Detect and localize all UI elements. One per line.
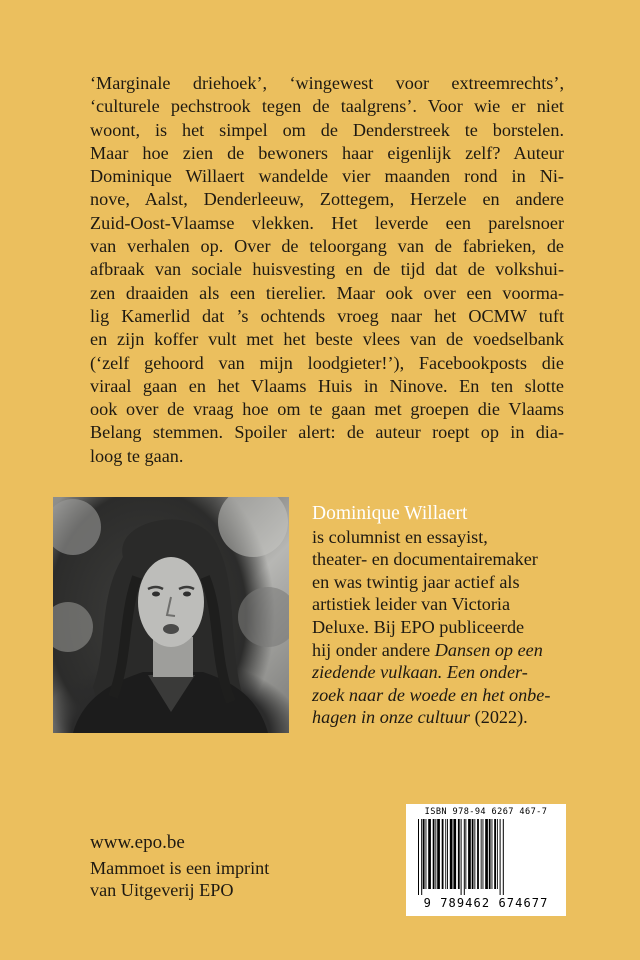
barcode-bar (423, 819, 425, 889)
bio-line: theater- en documentairemaker (312, 549, 538, 570)
barcode-bar (458, 819, 460, 889)
book-title: zoek naar de woede en het onbe- (312, 684, 551, 705)
barcode-bar (483, 819, 484, 889)
blurb-line: Zuid-Oost-Vlaamse vlekken. Het leverde een parelsnoer (90, 212, 564, 233)
publisher-info (90, 832, 269, 902)
barcode-bar (468, 819, 471, 889)
barcode-bar (437, 819, 440, 889)
author-bio (312, 503, 572, 729)
book-title: Dansen op een (434, 639, 543, 660)
barcode-guard-bar (503, 819, 504, 895)
publisher-website: www.epo.be (90, 832, 185, 853)
imprint-line: Mammoet is een imprint (90, 857, 270, 878)
barcode-bar (435, 819, 436, 889)
blurb-line: van verhalen op. Over de teloorgang van de fabrieken, de (90, 236, 564, 257)
barcode-bar (472, 819, 474, 889)
author-portrait (53, 497, 289, 733)
isbn-barcode (406, 804, 566, 916)
imprint-line: van Uitgeverij EPO (90, 880, 234, 900)
blurb-line: loog te gaan. (90, 445, 184, 466)
blurb-line: ‘culturele pechstrook tegen de taalgrens’. Voor wie er niet (90, 96, 564, 117)
ean-digits: 9 789462 674677 (423, 896, 549, 910)
barcode-guard-bar (418, 819, 419, 895)
barcode-bar (494, 819, 496, 889)
barcode-bar (497, 819, 498, 889)
book-title: hagen in onze cultuur (312, 707, 471, 728)
bio-text: hij onder andere (312, 639, 435, 660)
isbn-label: ISBN 978-94 6267 467-7 (424, 807, 548, 817)
barcode-bars (414, 819, 558, 895)
book-title: ziedende vulkaan. Een onder- (312, 662, 528, 683)
blurb-line: lig Kamerlid dat ’s ochtends vroeg naar het OCMW tuft (90, 305, 564, 326)
barcode-bar (433, 819, 435, 889)
barcode-bar (442, 819, 444, 889)
barcode-bar (465, 819, 466, 889)
barcode-bar (426, 819, 427, 889)
barcode-bar (485, 819, 488, 889)
barcode-bar (447, 819, 448, 889)
blurb-line: nove, Aalst, Denderleeuw, Zottegem, Herzele en andere (90, 189, 564, 210)
bio-line (312, 684, 572, 707)
blurb-line: ‘Marginale driehoek’, ‘wingewest voor extreemrechts’, (90, 73, 564, 93)
barcode-bar (445, 819, 446, 889)
barcode-guard-bar (500, 819, 501, 895)
bio-line (312, 639, 572, 662)
barcode-bar (477, 819, 479, 889)
barcode-guard-bar (461, 819, 462, 895)
bio-line (312, 661, 572, 684)
blurb-line: woont, is het simpel om de Denderstreek te borstelen. (90, 119, 564, 140)
publication-year: (2022). (470, 707, 528, 728)
blurb-line: ook over de vraag hoe om te gaan met groepen die Vlaams (90, 399, 564, 420)
barcode-bar (481, 819, 482, 889)
blurb-line: afbraak van sociale huisvesting en de tijd dat de volkshui- (90, 259, 564, 280)
barcode-bar (428, 819, 431, 889)
blurb-line: (‘zelf gehoord van mijn loodgieter!’), Facebookposts die (90, 352, 564, 373)
barcode-guard-bar (464, 819, 465, 895)
blurb-line: en zijn koffer vult met het beste vlees van de voedselbank (90, 329, 564, 350)
barcode-bar (474, 819, 475, 889)
blurb-line: Belang stemmen. Spoiler alert: de auteur roept op in dia- (90, 422, 564, 443)
back-cover-blurb (90, 72, 564, 468)
author-portrait-illustration (53, 497, 289, 733)
blurb-line: Dominique Willaert wandelde vier maanden rond in Ni- (90, 166, 564, 187)
blurb-line: viraal gaan en het Vlaams Huis in Ninove. En ten slotte (90, 375, 564, 396)
barcode-bar (453, 819, 456, 889)
author-name: Dominique Willaert (312, 503, 468, 524)
blurb-line: Maar hoe zien de bewoners haar eigenlijk zelf? Auteur (90, 142, 564, 163)
bio-line: is columnist en essayist, (312, 526, 488, 547)
bio-line: artistiek leider van Victoria (312, 594, 511, 615)
bio-line (312, 706, 572, 729)
bio-line: en was twintig jaar actief als (312, 571, 520, 592)
barcode-bar (492, 819, 493, 889)
barcode-bar (450, 819, 453, 889)
bio-line: Deluxe. Bij EPO publiceerde (312, 616, 525, 637)
blurb-line: zen draaiden als een tierelier. Maar ook over een voorma- (90, 282, 564, 303)
barcode-bar (489, 819, 491, 889)
barcode-guard-bar (421, 819, 422, 895)
